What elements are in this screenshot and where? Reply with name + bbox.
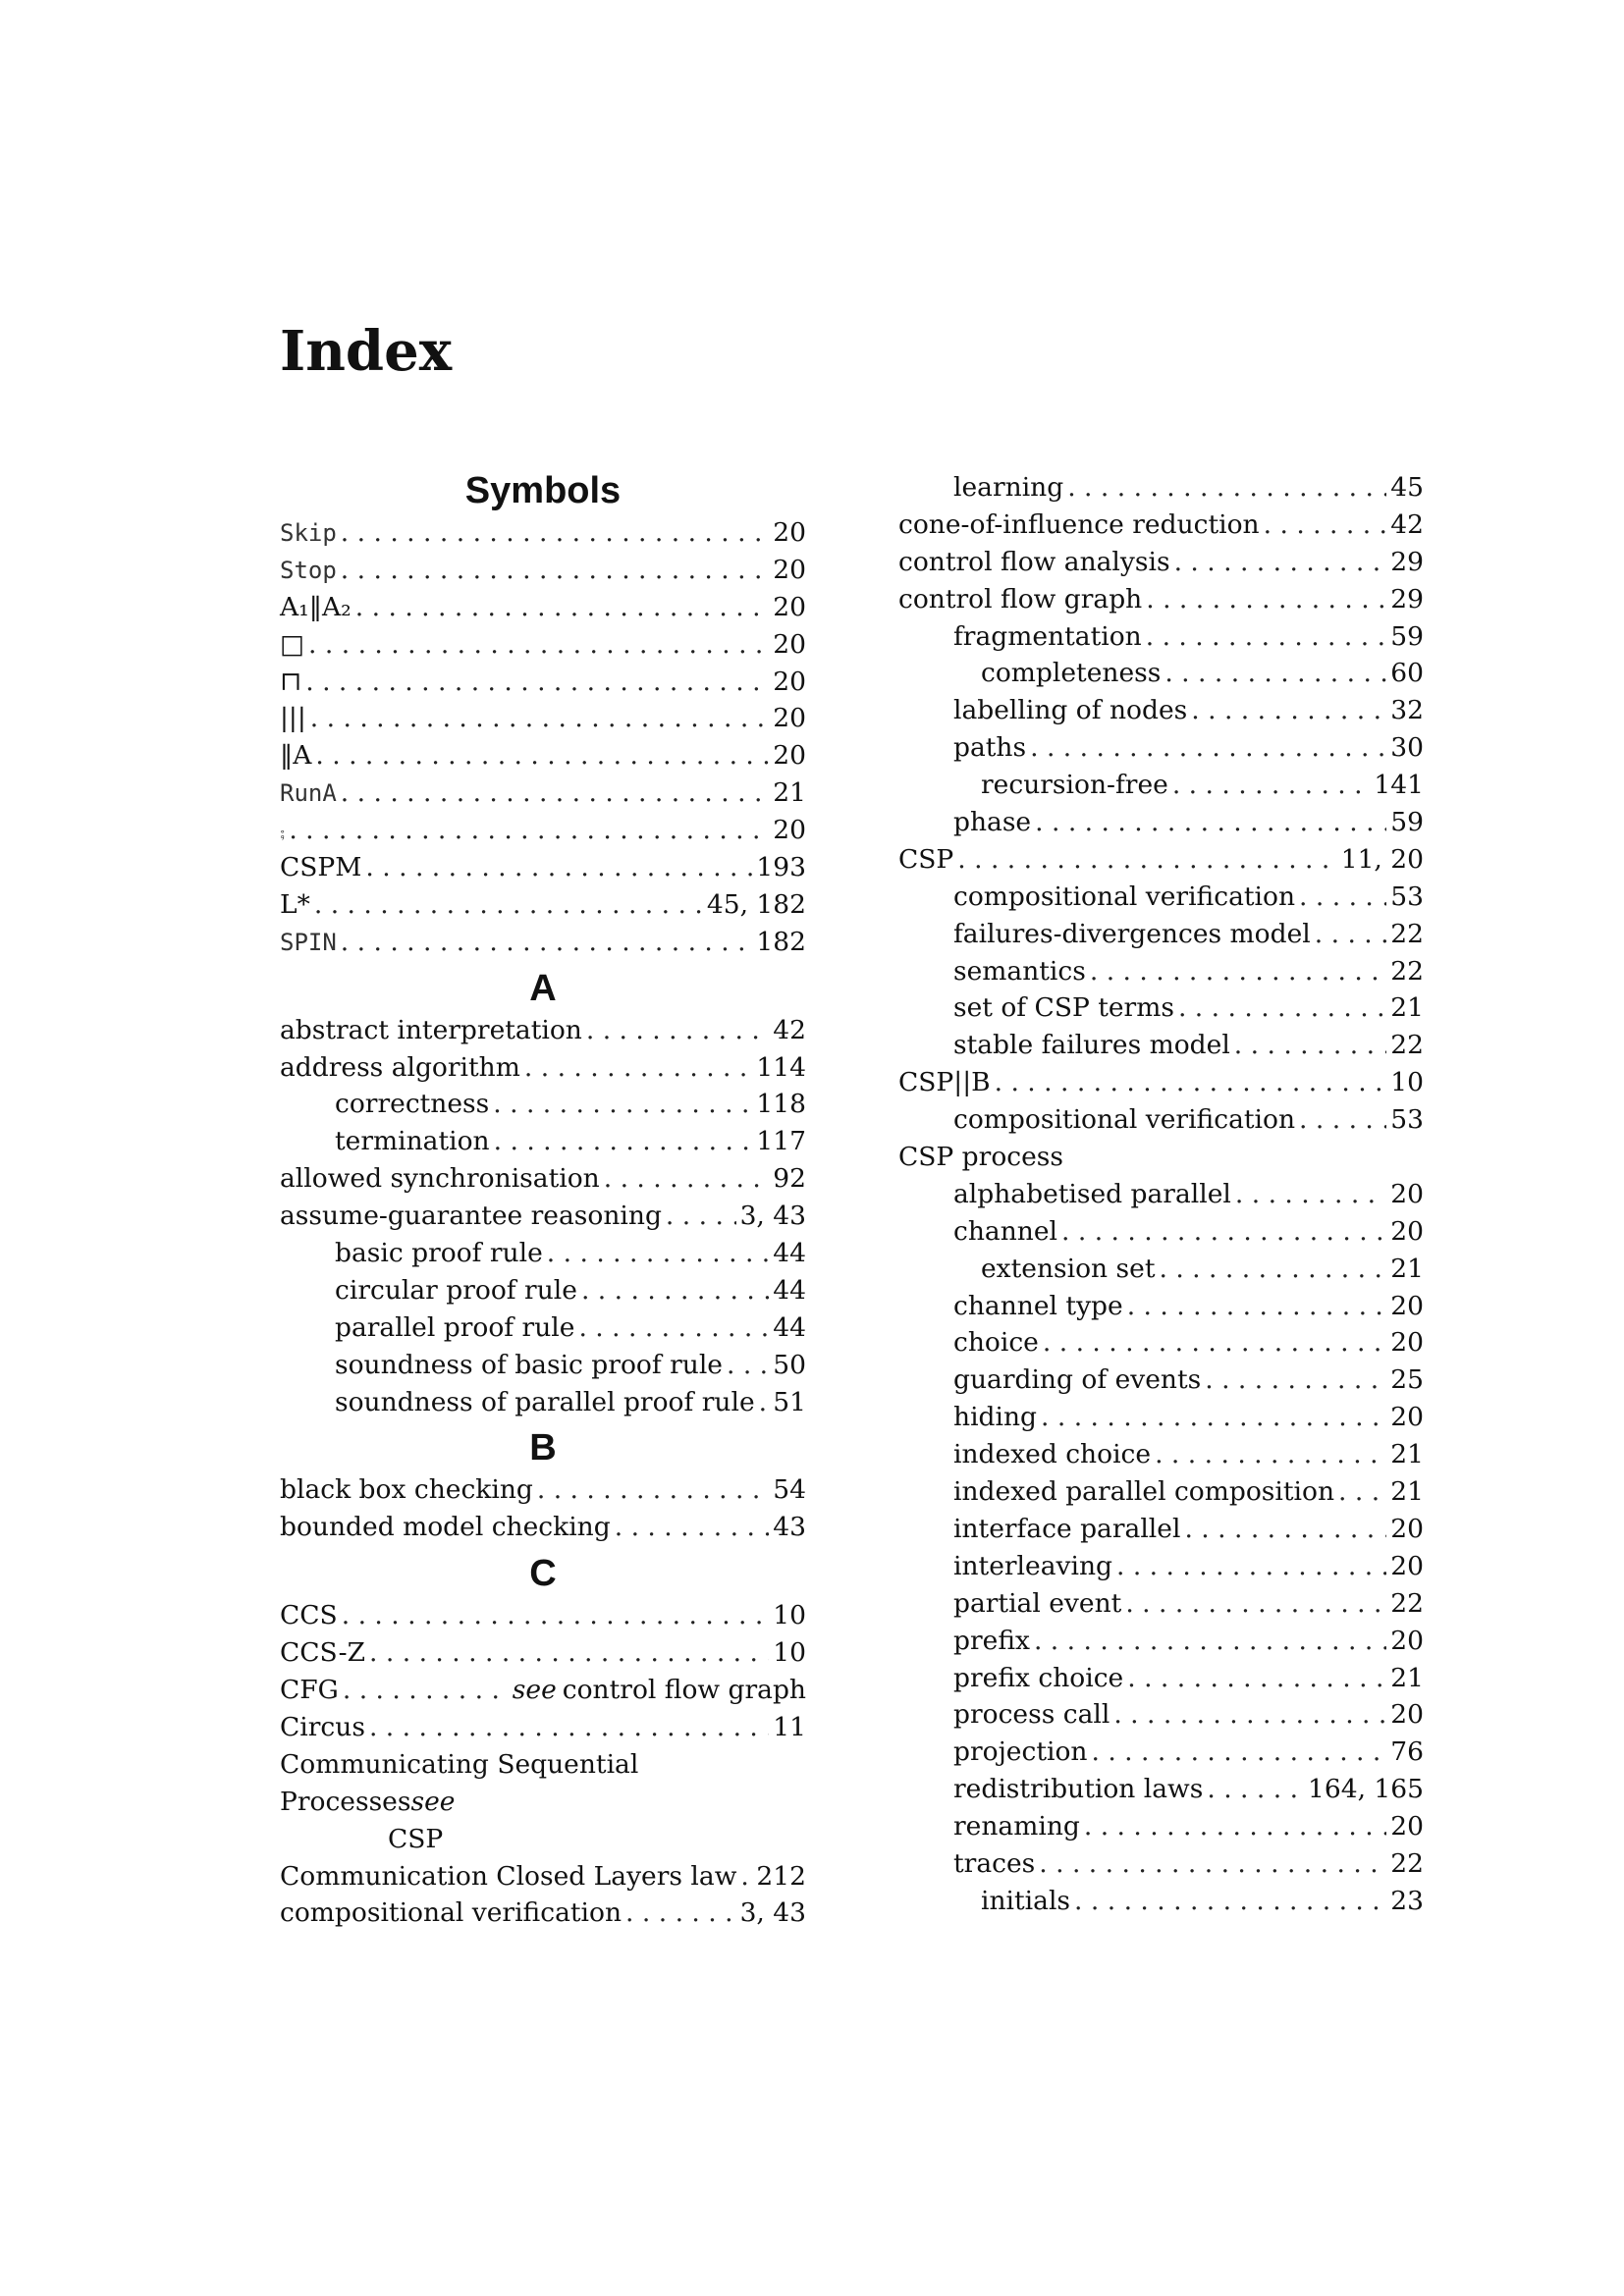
entry-page-ref: 11	[773, 1711, 806, 1742]
index-entry	[898, 1027, 1424, 1064]
index-entry	[280, 1086, 806, 1123]
dot-leader	[1127, 1288, 1387, 1325]
entry-page-ref: 20	[1390, 1178, 1424, 1209]
entry-term: CCS-Z	[280, 1637, 366, 1669]
entry-page-ref: 21	[1390, 1662, 1424, 1693]
page-title: Index	[280, 319, 453, 384]
entry-page-ref: 3, 43	[739, 1201, 806, 1232]
index-entry	[898, 1623, 1424, 1660]
index-column-left	[280, 469, 806, 1932]
dot-leader	[308, 626, 769, 664]
entry-page-ref: 76	[1390, 1736, 1424, 1768]
index-entry	[280, 700, 806, 737]
entry-page-ref: 118	[756, 1089, 806, 1120]
dot-leader	[1034, 1623, 1386, 1660]
index-entry	[280, 626, 806, 664]
entry-page-ref: 22	[1390, 918, 1424, 949]
entry-term: ⊓	[280, 666, 302, 697]
index-entry	[280, 1858, 806, 1896]
dot-leader	[1091, 1734, 1386, 1771]
entry-page-ref: 22	[1390, 1030, 1424, 1061]
entry-term: RunA	[280, 779, 337, 808]
entry-term: choice	[953, 1327, 1039, 1359]
right-entries-list	[898, 469, 1424, 1920]
index-entry	[280, 1198, 806, 1235]
entry-page-ref: 20	[773, 740, 806, 772]
entry-page-ref: 51	[773, 1386, 806, 1417]
dot-leader	[289, 812, 769, 849]
dot-leader	[1235, 1176, 1386, 1213]
index-entry	[898, 1511, 1424, 1548]
entry-page-ref: 20	[1390, 1625, 1424, 1656]
entry-term: hiding	[953, 1402, 1038, 1433]
entry-page-ref: 21	[1390, 1253, 1424, 1284]
entry-term: SPIN	[280, 928, 337, 956]
entry-term: interface parallel	[953, 1513, 1181, 1544]
dot-leader	[1184, 1511, 1386, 1548]
dot-leader	[1338, 1473, 1386, 1511]
entry-page-ref: 11, 20	[1340, 843, 1424, 875]
dot-leader	[341, 552, 769, 589]
entry-page-ref: 20	[1390, 1550, 1424, 1581]
section-heading-c: C	[529, 1553, 557, 1595]
entry-page-ref: 10	[773, 1637, 806, 1669]
dot-leader	[1191, 692, 1386, 729]
entry-page-ref: 21	[1390, 1439, 1424, 1470]
entry-page-ref: 32	[1390, 695, 1424, 726]
dot-leader	[995, 1064, 1387, 1101]
dot-leader	[615, 1509, 770, 1546]
entry-page-ref: 53	[1390, 1104, 1424, 1136]
index-entry	[898, 1362, 1424, 1399]
c-entries-list	[280, 1597, 806, 1746]
entry-page-ref: 193	[756, 852, 806, 883]
index-entry	[898, 729, 1424, 767]
entry-page-ref: 20	[1390, 1513, 1424, 1544]
dot-leader	[1084, 1808, 1386, 1845]
dot-leader	[494, 1123, 753, 1160]
index-entry	[280, 1160, 806, 1198]
dot-leader	[343, 1672, 509, 1709]
see-target: CSP	[388, 1823, 444, 1854]
entry-term: basic proof rule	[335, 1238, 543, 1269]
entry-term: failures-divergences model	[953, 918, 1311, 949]
index-entry	[280, 1123, 806, 1160]
index-entry	[280, 774, 806, 812]
index-entry	[898, 1473, 1424, 1511]
dot-leader	[310, 700, 769, 737]
index-entry	[280, 1509, 806, 1546]
dot-leader	[341, 924, 753, 961]
dot-leader	[342, 1597, 770, 1634]
dot-leader	[341, 514, 769, 552]
dot-leader	[1205, 1362, 1386, 1399]
index-entry	[898, 1101, 1424, 1139]
index-entry	[898, 1324, 1424, 1362]
index-entry	[280, 552, 806, 589]
index-entry	[898, 953, 1424, 990]
entry-page-ref: 21	[1390, 1476, 1424, 1508]
entry-term: CSP||B	[898, 1067, 991, 1098]
index-entry	[280, 1709, 806, 1746]
entry-term: Skip	[280, 519, 337, 547]
index-entry	[280, 1471, 806, 1509]
dot-leader	[537, 1471, 769, 1509]
entry-page-ref: 212	[756, 1860, 806, 1892]
index-entry	[280, 589, 806, 626]
dot-leader	[1113, 1696, 1386, 1734]
dot-leader	[1299, 879, 1386, 916]
dot-leader	[1061, 1213, 1386, 1251]
entry-term: |||	[280, 703, 306, 734]
entry-term: control flow graph	[898, 583, 1143, 614]
entry-term: soundness of parallel proof rule	[335, 1386, 755, 1417]
entry-page-ref: 20	[773, 591, 806, 622]
dot-leader	[1146, 618, 1387, 656]
entry-term: recursion-free	[981, 770, 1168, 801]
entry-term: CFG	[280, 1675, 339, 1706]
entry-page-ref: 44	[773, 1238, 806, 1269]
index-entry	[280, 737, 806, 774]
entry-term: fragmentation	[953, 620, 1142, 652]
entry-page-ref: 42	[773, 1014, 806, 1045]
entry-page-ref: 20	[773, 703, 806, 734]
entry-term: control flow analysis	[898, 546, 1170, 577]
dot-leader	[666, 1198, 736, 1235]
index-entry	[898, 1436, 1424, 1473]
dot-leader	[493, 1086, 752, 1123]
entry-term: initials	[981, 1885, 1071, 1916]
index-entry	[280, 924, 806, 961]
entry-page-ref: control flow graph	[562, 1675, 806, 1706]
dot-leader	[355, 589, 769, 626]
entry-page-ref: 20	[1390, 1215, 1424, 1247]
dot-leader	[1039, 1845, 1386, 1883]
entry-page-ref: 22	[1390, 1847, 1424, 1879]
entry-page-ref: 22	[1390, 955, 1424, 987]
entry-page-ref: 20	[773, 517, 806, 548]
entry-term: paths	[953, 732, 1027, 764]
entry-term: circular proof rule	[335, 1274, 577, 1306]
entry-term: channel type	[953, 1290, 1123, 1321]
index-entry	[898, 804, 1424, 841]
index-entry	[280, 886, 806, 924]
entry-term: A₁‖A₂	[280, 591, 352, 622]
dot-leader	[1041, 1399, 1386, 1436]
index-entry	[898, 916, 1424, 953]
index-entry	[898, 1771, 1424, 1808]
entry-term: CCS	[280, 1600, 338, 1631]
entry-page-ref: 59	[1390, 807, 1424, 838]
index-entry	[898, 1808, 1424, 1845]
index-entry	[280, 1672, 806, 1709]
entry-page-ref: 44	[773, 1311, 806, 1343]
index-entry	[898, 618, 1424, 656]
index-entry	[898, 1548, 1424, 1585]
entry-term: assume-guarantee reasoning	[280, 1201, 662, 1232]
dot-leader	[1074, 1883, 1386, 1920]
index-entry-csp-long	[280, 1746, 806, 1858]
entry-term: □	[280, 628, 305, 660]
entry-term: set of CSP terms	[953, 992, 1174, 1024]
entry-page-ref: 20	[773, 628, 806, 660]
entry-page-ref: 54	[773, 1474, 806, 1506]
entry-page-ref: 45	[1390, 472, 1424, 503]
index-entry	[280, 1272, 806, 1309]
index-entry	[898, 1251, 1424, 1288]
index-entry	[280, 1384, 806, 1421]
index-entry	[280, 812, 806, 849]
entry-page-ref: 25	[1390, 1364, 1424, 1396]
index-entry	[898, 841, 1424, 879]
entry-term: labelling of nodes	[953, 695, 1188, 726]
dot-leader	[586, 1012, 769, 1049]
dot-leader	[524, 1049, 753, 1087]
index-entry	[280, 514, 806, 552]
index-entry	[898, 1213, 1424, 1251]
entry-term: learning	[953, 472, 1064, 503]
entry-page-ref: 45, 182	[706, 888, 806, 920]
entry-term: CSP	[898, 843, 954, 875]
entry-term: indexed parallel composition	[953, 1476, 1335, 1508]
index-entry	[280, 1347, 806, 1384]
dot-leader	[1174, 544, 1387, 581]
entry-page-ref: 117	[756, 1126, 806, 1157]
entry-term: traces	[953, 1847, 1036, 1879]
dot-leader	[625, 1895, 736, 1932]
dot-leader	[315, 737, 769, 774]
entry-term: extension set	[981, 1253, 1156, 1284]
entry-term: channel	[953, 1215, 1057, 1247]
index-entry	[898, 1176, 1424, 1213]
dot-leader	[1164, 655, 1386, 692]
index-entry	[898, 581, 1424, 618]
entry-term: parallel proof rule	[335, 1311, 575, 1343]
entry-page-ref: 20	[1390, 1811, 1424, 1842]
entry-page-ref: 114	[756, 1051, 806, 1083]
entry-term: Communication Closed Layers law	[280, 1860, 737, 1892]
entry-term: alphabetised parallel	[953, 1178, 1231, 1209]
entry-term: process call	[953, 1699, 1110, 1731]
dot-leader	[305, 664, 769, 701]
entry-term: compositional verification	[953, 1104, 1296, 1136]
entry-term: prefix	[953, 1625, 1030, 1656]
dot-leader	[957, 841, 1336, 879]
entry-page-ref: 60	[1390, 658, 1424, 689]
entry-page-ref: 20	[773, 815, 806, 846]
entry-page-ref: 92	[773, 1163, 806, 1195]
dot-leader	[1207, 1771, 1304, 1808]
index-entry	[898, 1883, 1424, 1920]
entry-term: prefix choice	[953, 1662, 1124, 1693]
entry-term: completeness	[981, 658, 1162, 689]
entry-page-ref: 21	[1390, 992, 1424, 1024]
dot-leader	[369, 1709, 769, 1746]
entry-page-ref: 29	[1390, 583, 1424, 614]
entry-term: partial event	[953, 1587, 1122, 1619]
entry-page-ref: 20	[773, 666, 806, 697]
entry-term: bounded model checking	[280, 1512, 611, 1543]
index-entry	[898, 655, 1424, 692]
entry-page-ref: 42	[1390, 508, 1424, 540]
entry-term: ⨾	[280, 815, 286, 846]
index-entry	[898, 1064, 1424, 1101]
index-entry	[280, 1012, 806, 1049]
entry-page-ref: 22	[1390, 1587, 1424, 1619]
dot-leader	[1035, 804, 1386, 841]
dot-leader	[1264, 507, 1387, 544]
entry-term: ‖A	[280, 740, 312, 772]
index-entry	[898, 1660, 1424, 1697]
dot-leader	[1043, 1324, 1386, 1362]
index-entry	[898, 767, 1424, 804]
index-column-right	[898, 469, 1424, 1920]
entry-term: projection	[953, 1736, 1088, 1768]
entry-page-ref: 30	[1390, 732, 1424, 764]
dot-leader	[1116, 1548, 1386, 1585]
entry-page-ref: 10	[773, 1600, 806, 1631]
entry-page-ref: 141	[1374, 770, 1424, 801]
index-entry	[898, 1696, 1424, 1734]
dot-leader	[581, 1272, 769, 1309]
dot-leader	[1178, 989, 1386, 1027]
entry-page-ref: 21	[773, 777, 806, 809]
entry-page-ref: 43	[773, 1512, 806, 1543]
entry-term: termination	[335, 1126, 490, 1157]
dot-leader	[578, 1309, 769, 1347]
entry-page-ref: 20	[1390, 1290, 1424, 1321]
index-entry	[280, 1049, 806, 1087]
dot-leader	[759, 1384, 770, 1421]
entry-page-ref: 164, 165	[1307, 1774, 1424, 1805]
entry-term: interleaving	[953, 1550, 1112, 1581]
entry-page-ref: 20	[1390, 1699, 1424, 1731]
index-entry	[280, 1309, 806, 1347]
dot-leader	[1030, 729, 1386, 767]
symbols-list	[280, 514, 806, 961]
dot-leader	[547, 1235, 769, 1272]
index-entry	[898, 692, 1424, 729]
index-entry	[898, 1585, 1424, 1623]
dot-leader	[1067, 469, 1386, 507]
b-entries-list	[280, 1471, 806, 1546]
dot-leader	[369, 1634, 769, 1672]
entry-term: stable failures model	[953, 1030, 1230, 1061]
entry-page-ref: 20	[773, 554, 806, 585]
entry-term: renaming	[953, 1811, 1080, 1842]
dot-leader	[1315, 916, 1387, 953]
entry-term: allowed synchronisation	[280, 1163, 600, 1195]
entry-page-ref: 3, 43	[739, 1897, 806, 1929]
section-heading-a: A	[529, 967, 557, 1009]
dot-leader	[1299, 1101, 1386, 1139]
entry-term: CSP process	[898, 1142, 1063, 1173]
index-entry	[898, 1734, 1424, 1771]
dot-leader	[1090, 953, 1386, 990]
section-heading-b: B	[529, 1427, 557, 1469]
index-entry	[280, 1634, 806, 1672]
entry-term: semantics	[953, 955, 1086, 987]
entry-term: Stop	[280, 556, 337, 584]
entry-page-ref: 10	[1390, 1067, 1424, 1098]
dot-leader	[604, 1160, 770, 1198]
dot-leader	[727, 1347, 769, 1384]
index-entry	[280, 664, 806, 701]
entry-page-ref: 53	[1390, 881, 1424, 912]
entry-page-ref: 20	[1390, 1402, 1424, 1433]
dot-leader	[1159, 1251, 1386, 1288]
entry-term: phase	[953, 807, 1032, 838]
index-entry	[898, 989, 1424, 1027]
index-entry	[280, 849, 806, 886]
entry-term: abstract interpretation	[280, 1014, 582, 1045]
entry-term: black box checking	[280, 1474, 533, 1506]
index-entry	[898, 1139, 1424, 1176]
entry-term: indexed choice	[953, 1439, 1152, 1470]
entry-page-ref: 23	[1390, 1885, 1424, 1916]
entry-page-ref: 29	[1390, 546, 1424, 577]
entry-page-ref: 59	[1390, 620, 1424, 652]
index-entry	[280, 1235, 806, 1272]
entry-page-ref: 50	[773, 1349, 806, 1380]
dot-leader	[341, 774, 769, 812]
entry-term: L*	[280, 888, 310, 920]
dot-leader	[365, 849, 752, 886]
index-entry	[898, 469, 1424, 507]
dot-leader	[1172, 767, 1371, 804]
entry-term: compositional verification	[280, 1897, 623, 1929]
index-entry	[898, 1288, 1424, 1325]
index-entry	[898, 1399, 1424, 1436]
entry-term: cone-of-influence reduction	[898, 508, 1260, 540]
entry-term: soundness of basic proof rule	[335, 1349, 723, 1380]
entry-page-ref: 44	[773, 1274, 806, 1306]
index-entry	[280, 1597, 806, 1634]
dot-leader	[1125, 1585, 1386, 1623]
entry-term: Circus	[280, 1711, 365, 1742]
entry-term: correctness	[335, 1089, 490, 1120]
index-entry	[898, 544, 1424, 581]
dot-leader	[314, 886, 703, 924]
section-heading-symbols: Symbols	[464, 470, 622, 511]
a-entries-list	[280, 1012, 806, 1421]
entry-term: Communicating Sequential Processes	[280, 1748, 639, 1817]
index-entry	[898, 879, 1424, 916]
entry-term: guarding of events	[953, 1364, 1202, 1396]
dot-leader	[1146, 581, 1386, 618]
entry-page-ref: 20	[1390, 1327, 1424, 1359]
index-entry	[898, 507, 1424, 544]
entry-term: compositional verification	[953, 881, 1296, 912]
see-label: see	[512, 1675, 557, 1706]
see-label: see	[410, 1786, 456, 1817]
dot-leader	[1155, 1436, 1386, 1473]
entry-term: address algorithm	[280, 1051, 520, 1083]
entry-term: CSPM	[280, 852, 362, 883]
dot-leader	[740, 1858, 752, 1896]
entry-term: redistribution laws	[953, 1774, 1204, 1805]
entry-page-ref: 182	[756, 926, 806, 957]
index-entry	[898, 1845, 1424, 1883]
dot-leader	[1234, 1027, 1386, 1064]
index-entry	[280, 1895, 806, 1932]
dot-leader	[1127, 1660, 1386, 1697]
c-entries-list-2	[280, 1858, 806, 1933]
